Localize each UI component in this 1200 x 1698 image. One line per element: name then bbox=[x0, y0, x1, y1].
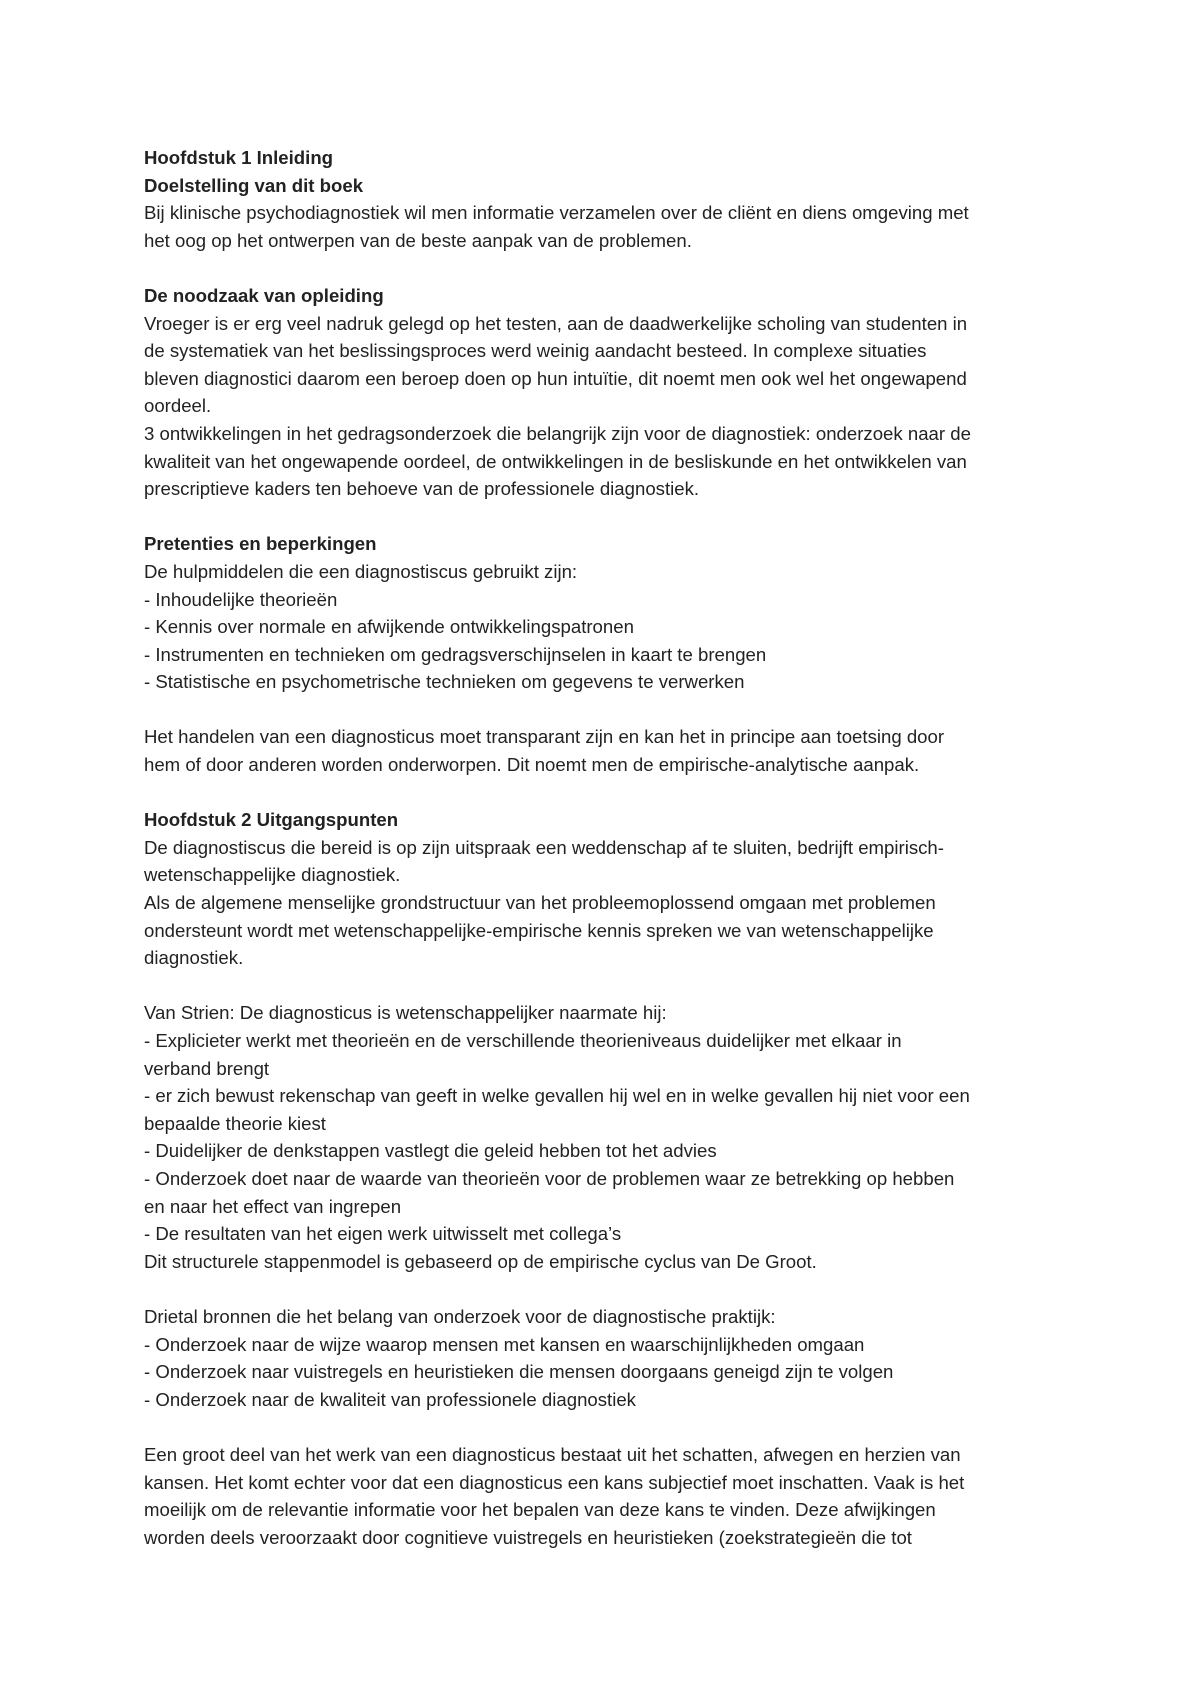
list-item: verband brengt bbox=[144, 1057, 270, 1079]
list-item: - er zich bewust rekenschap van geeft in welke gevallen hij wel en in welke gevallen hij niet voor een bbox=[144, 1085, 970, 1107]
list-item: - Onderzoek naar vuistregels en heuristieken die mensen doorgaans geneigd zijn te volgen bbox=[144, 1361, 894, 1383]
paragraph-spacer bbox=[144, 972, 1074, 1000]
paragraph-spacer bbox=[144, 696, 1074, 724]
list-item: - Inhoudelijke theorieën bbox=[144, 588, 338, 610]
list-item: - Statistische en psychometrische technieken om gegevens te verwerken bbox=[144, 671, 745, 693]
text-line: Drietal bronnen die het belang van onderzoek voor de diagnostische praktijk: bbox=[144, 1305, 776, 1327]
text-line: Vroeger is er erg veel nadruk gelegd op het testen, aan de daadwerkelijke scholing van studenten in bbox=[144, 312, 968, 334]
text-line: Als de algemene menselijke grondstructuur van het probleemoplossend omgaan met problemen bbox=[144, 892, 936, 914]
list-item: en naar het effect van ingrepen bbox=[144, 1195, 402, 1217]
paragraph-spacer bbox=[144, 254, 1074, 282]
section-heading-noodzaak: De noodzaak van opleiding bbox=[144, 284, 384, 306]
list-item: - Onderzoek doet naar de waarde van theorieën voor de problemen waar ze betrekking op hebben bbox=[144, 1167, 955, 1189]
text-line: worden deels veroorzaakt door cognitieve vuistregels en heuristieken (zoekstrategieën die tot bbox=[144, 1526, 912, 1548]
text-line: het oog op het ontwerpen van de beste aanpak van de problemen. bbox=[144, 229, 692, 251]
section-heading-pretenties: Pretenties en beperkingen bbox=[144, 533, 377, 555]
list-item: - Duidelijker de denkstappen vastlegt die geleid hebben tot het advies bbox=[144, 1140, 717, 1162]
list-item: - Onderzoek naar de wijze waarop mensen met kansen en waarschijnlijkheden omgaan bbox=[144, 1333, 865, 1355]
paragraph-spacer bbox=[144, 503, 1074, 531]
list-item: - Onderzoek naar de kwaliteit van professionele diagnostiek bbox=[144, 1388, 636, 1410]
chapter-1-title: Hoofdstuk 1 Inleiding bbox=[144, 147, 334, 168]
list-item: - Kennis over normale en afwijkende ontwikkelingspatronen bbox=[144, 616, 634, 638]
text-line: prescriptieve kaders ten behoeve van de professionele diagnostiek. bbox=[144, 478, 700, 500]
text-line: oordeel. bbox=[144, 395, 212, 417]
text-line: Bij klinische psychodiagnostiek wil men informatie verzamelen over de cliënt en diens omgeving met bbox=[144, 202, 969, 224]
section-heading-doelstelling: Doelstelling van dit boek bbox=[144, 174, 364, 196]
text-line: Het handelen van een diagnosticus moet transparant zijn en kan het in principe aan toetsing door bbox=[144, 726, 945, 748]
text-line: Een groot deel van het werk van een diagnosticus bestaat uit het schatten, afwegen en herzien van bbox=[144, 1443, 961, 1465]
chapter-2-title: Hoofdstuk 2 Uitgangspunten bbox=[144, 809, 399, 831]
text-line: wetenschappelijke diagnostiek. bbox=[144, 864, 401, 886]
text-line: De hulpmiddelen die een diagnostiscus gebruikt zijn: bbox=[144, 560, 578, 582]
text-line: De diagnostiscus die bereid is op zijn uitspraak een weddenschap af te sluiten, bedrijft empirisch- bbox=[144, 836, 944, 858]
text-line: kwaliteit van het ongewapende oordeel, de ontwikkelingen in de besliskunde en het ontwikkelen van bbox=[144, 450, 967, 472]
list-item: - Instrumenten en technieken om gedragsverschijnselen in kaart te brengen bbox=[144, 643, 767, 665]
text-line: ondersteunt wordt met wetenschappelijke-empirische kennis spreken we van wetenschappelijke bbox=[144, 919, 934, 941]
text-line: Van Strien: De diagnosticus is wetenschappelijker naarmate hij: bbox=[144, 1002, 667, 1024]
list-item: bepaalde theorie kiest bbox=[144, 1112, 326, 1134]
text-line: 3 ontwikkelingen in het gedragsonderzoek die belangrijk zijn voor de diagnostiek: onderzoek naar de bbox=[144, 422, 971, 444]
paragraph-spacer bbox=[144, 1413, 1074, 1441]
paragraph-spacer bbox=[144, 779, 1074, 807]
text-line: hem of door anderen worden onderworpen. Dit noemt men de empirische-analytische aanpak. bbox=[144, 754, 920, 776]
text-line: moeilijk om de relevantie informatie voor het bepalen van deze kans te vinden. Deze afwijkingen bbox=[144, 1499, 936, 1521]
text-line: diagnostiek. bbox=[144, 947, 244, 969]
text-line: kansen. Het komt echter voor dat een diagnosticus een kans subjectief moet inschatten. Vaak is het bbox=[144, 1471, 965, 1493]
text-line: Dit structurele stappenmodel is gebaseerd op de empirische cyclus van De Groot. bbox=[144, 1250, 817, 1272]
text-line: bleven diagnostici daarom een beroep doen op hun intuïtie, dit noemt men ook wel het ongewapend bbox=[144, 367, 967, 389]
list-item: - De resultaten van het eigen werk uitwisselt met collega’s bbox=[144, 1223, 622, 1245]
list-item: - Explicieter werkt met theorieën en de verschillende theorieniveaus duidelijker met elkaar in bbox=[144, 1030, 902, 1051]
document-body bbox=[144, 144, 1074, 1551]
paragraph-spacer bbox=[144, 1275, 1074, 1303]
text-line: de systematiek van het beslissingsproces werd weinig aandacht besteed. In complexe situaties bbox=[144, 340, 927, 362]
